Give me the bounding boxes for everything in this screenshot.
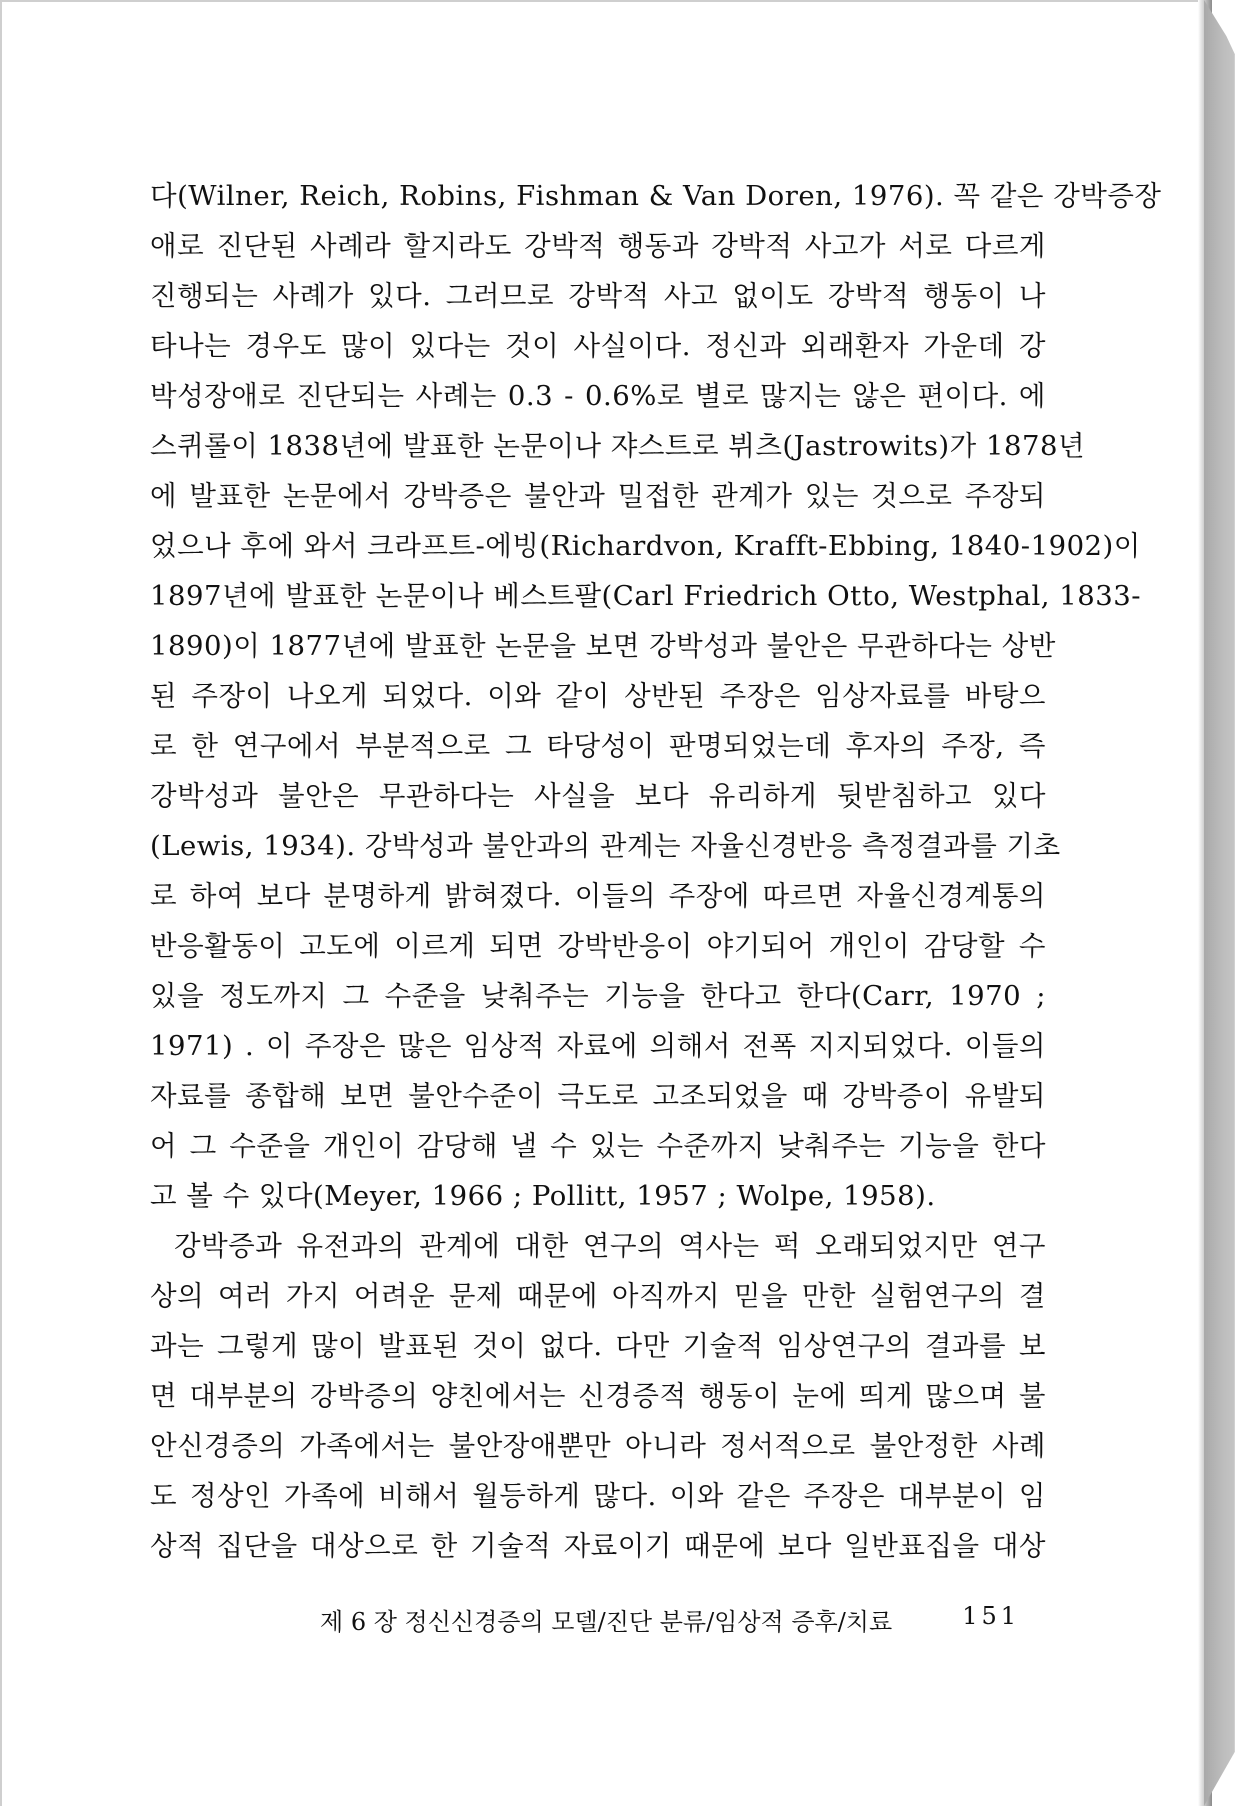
text-line-27: 도 정상인 가족에 비해서 월등하게 많다. 이와 같은 주장은 대부분이 임 <box>150 1480 1046 1512</box>
text-line-6: 스퀴롤이 1838년에 발표한 논문이나 쟈스트로 뷔츠(Jastrowits)가 1878년 <box>150 430 1086 462</box>
text-line-11: 된 주장이 나오게 되었다. 이와 같이 상반된 주장은 임상자료를 바탕으 <box>150 680 1046 712</box>
page-footer <box>320 1602 1020 1637</box>
page-curl-edge <box>1204 0 1260 1806</box>
text-line-16: 반응활동이 고도에 이르게 되면 강박반응이 야기되어 개인이 감당할 수 <box>150 930 1046 962</box>
text-line-10: 1890)이 1877년에 발표한 논문을 보면 강박성과 불안은 무관하다는 상반 <box>150 630 1056 662</box>
text-line-22: 강박증과 유전과의 관계에 대한 연구의 역사는 퍽 오래되었지만 연구 <box>174 1230 1046 1262</box>
text-line-21: 고 볼 수 있다(Meyer, 1966 ; Pollitt, 1957 ; Wolpe, 1958). <box>150 1180 936 1212</box>
text-line-23: 상의 여러 가지 어려운 문제 때문에 아직까지 믿을 만한 실험연구의 결 <box>150 1280 1046 1312</box>
text-line-7: 에 발표한 논문에서 강박증은 불안과 밀접한 관계가 있는 것으로 주장되 <box>150 480 1046 512</box>
text-line-3: 진행되는 사례가 있다. 그러므로 강박적 사고 없이도 강박적 행동이 나 <box>150 280 1046 312</box>
running-title: 제 6 장 정신신경증의 모델/진단 분류/임상적 증후/치료 <box>320 1608 893 1636</box>
body-text <box>150 171 1162 1571</box>
text-line-25: 면 대부분의 강박증의 양친에서는 신경증적 행동이 눈에 띄게 많으며 불 <box>150 1380 1046 1412</box>
text-line-12: 로 한 연구에서 부분적으로 그 타당성이 판명되었는데 후자의 주장, 즉 <box>150 730 1046 762</box>
text-line-28: 상적 집단을 대상으로 한 기술적 자료이기 때문에 보다 일반표집을 대상 <box>150 1530 1046 1562</box>
text-line-26: 안신경증의 가족에서는 불안장애뿐만 아니라 정서적으로 불안정한 사례 <box>150 1430 1046 1462</box>
text-line-8: 었으나 후에 와서 크라프트-에빙(Richardvon, Krafft-Ebbing, 1840-1902)이 <box>150 530 1141 562</box>
text-line-20: 어 그 수준을 개인이 감당해 낼 수 있는 수준까지 낮춰주는 기능을 한다 <box>150 1130 1046 1162</box>
text-line-17: 있을 정도까지 그 수준을 낮춰주는 기능을 한다고 한다(Carr, 1970 ; <box>150 980 1046 1012</box>
text-line-9: 1897년에 발표한 논문이나 베스트팔(Carl Friedrich Otto, Westphal, 1833- <box>150 580 1142 612</box>
text-line-4: 타나는 경우도 많이 있다는 것이 사실이다. 정신과 외래환자 가운데 강 <box>150 330 1046 362</box>
text-line-14: (Lewis, 1934). 강박성과 불안과의 관계는 자율신경반응 측정결과를 기초 <box>150 830 1061 862</box>
page-number: 151 <box>962 1602 1020 1630</box>
text-line-13: 강박성과 불안은 무관하다는 사실을 보다 유리하게 뒷받침하고 있다 <box>150 780 1046 812</box>
text-line-19: 자료를 종합해 보면 불안수준이 극도로 고조되었을 때 강박증이 유발되 <box>150 1080 1046 1112</box>
text-line-5: 박성장애로 진단되는 사례는 0.3 - 0.6%로 별로 많지는 않은 편이다. 에 <box>150 380 1046 412</box>
text-line-1: 다(Wilner, Reich, Robins, Fishman & Van Doren, 1976). 꼭 같은 강박증장 <box>150 180 1162 212</box>
text-line-24: 과는 그렇게 많이 발표된 것이 없다. 다만 기술적 임상연구의 결과를 보 <box>150 1330 1046 1362</box>
text-line-18: 1971) . 이 주장은 많은 임상적 자료에 의해서 전폭 지지되었다. 이들의 <box>150 1030 1046 1062</box>
text-line-15: 로 하여 보다 분명하게 밝혀졌다. 이들의 주장에 따르면 자율신경계통의 <box>150 880 1046 912</box>
text-line-2: 애로 진단된 사례라 할지라도 강박적 행동과 강박적 사고가 서로 다르게 <box>150 230 1046 262</box>
